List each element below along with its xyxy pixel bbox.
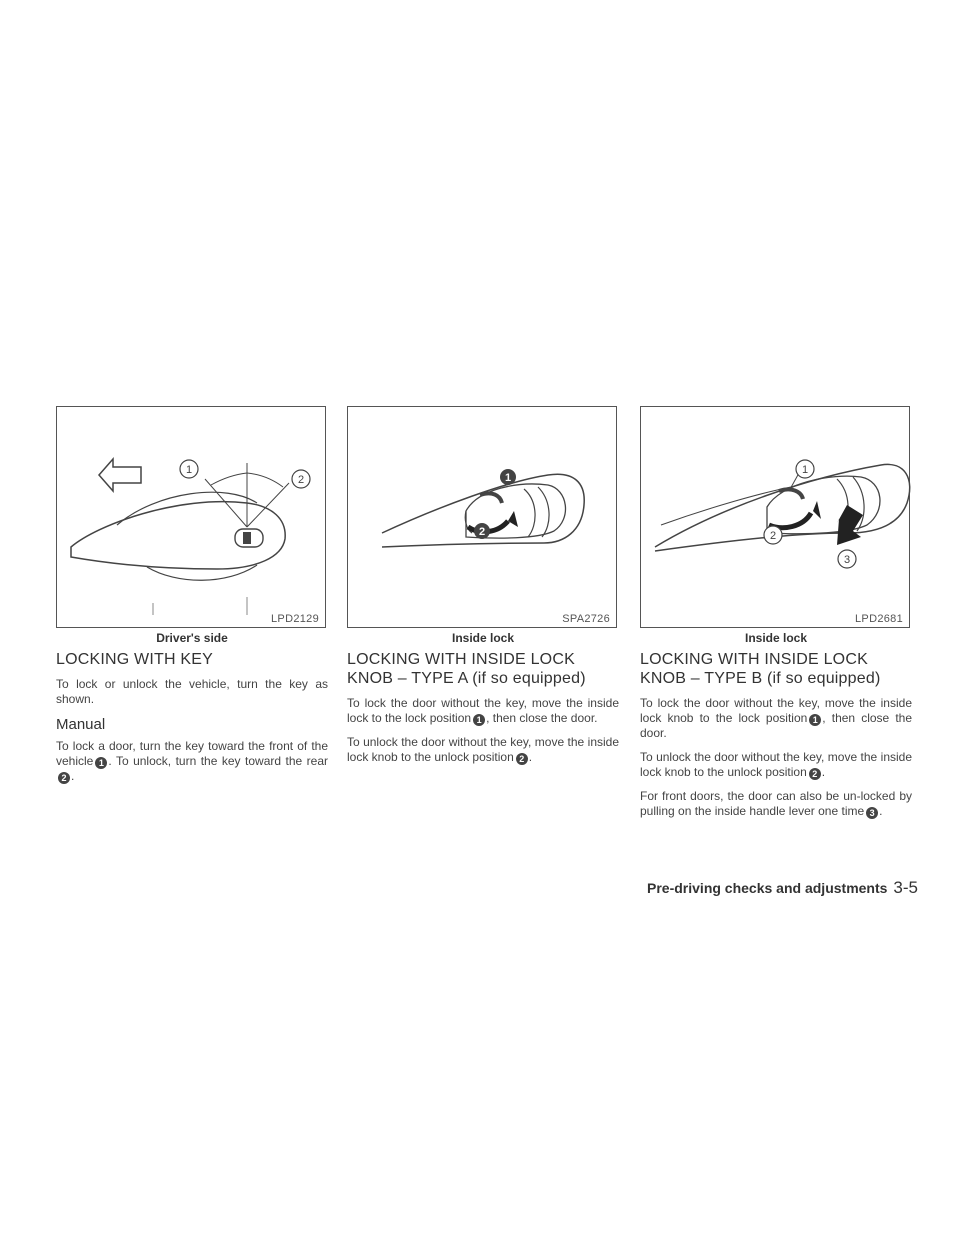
figure-code: SPA2726 — [562, 613, 610, 625]
svg-text:1: 1 — [504, 472, 512, 484]
unlock-instructions: To unlock the door without the key, move the inside lock knob to the unlock position 2 . — [640, 750, 912, 779]
figure-caption: Inside lock — [451, 631, 515, 645]
column-locking-with-key — [56, 406, 328, 793]
svg-text:1: 1 — [801, 464, 809, 476]
callout-2-icon: 2 — [809, 768, 821, 780]
figure-drivers-side — [56, 406, 326, 628]
footer-section-title: Pre-driving checks and adjustments — [647, 880, 888, 896]
lock-instructions: To lock the door without the key, move the inside lock to the lock position 1 , then close the door. — [347, 696, 619, 725]
subheading-manual: Manual — [56, 716, 106, 733]
figure-caption: Inside lock — [744, 631, 808, 645]
figure-code: LPD2681 — [855, 613, 903, 625]
inside-lock-knob-lever-illustration — [641, 407, 911, 629]
svg-text:3: 3 — [843, 554, 851, 566]
callout-3-icon: 3 — [866, 807, 878, 819]
figure-code: LPD2129 — [271, 613, 319, 625]
column-inside-lock-type-b — [640, 406, 912, 828]
callout-1-icon: 1 — [473, 714, 485, 726]
arrow-left-icon — [99, 459, 141, 491]
callout-2-icon: 2 — [516, 753, 528, 765]
section-heading: LOCKING WITH INSIDE LOCK KNOB – TYPE A (if so equipped) — [347, 651, 586, 687]
callout-1-icon: 1 — [809, 714, 821, 726]
page-footer — [647, 878, 918, 898]
intro-text: To lock or unlock the vehicle, turn the key as shown. — [56, 677, 328, 706]
figure-inside-lock-b — [640, 406, 910, 628]
lock-instructions: To lock the door without the key, move the inside lock knob to the lock position 1 , then close the door. — [640, 696, 913, 740]
svg-text:1: 1 — [185, 464, 193, 476]
section-heading: LOCKING WITH INSIDE LOCK KNOB – TYPE B (if so equipped) — [640, 651, 881, 687]
unlock-instructions: To unlock the door without the key, move the inside lock knob to the unlock position 2 . — [347, 735, 619, 764]
manual-instructions: To lock a door, turn the key toward the front of the vehicle 1 . To unlock, turn the key toward the rear2 . — [56, 739, 328, 783]
front-door-unlock-instructions: For front doors, the door can also be un-locked by pulling on the inside handle lever one time 3 . — [640, 789, 912, 818]
door-handle-key-illustration — [57, 407, 327, 629]
figure-caption: Driver's side — [156, 631, 228, 645]
svg-text:2: 2 — [478, 526, 486, 538]
inside-lock-knob-illustration — [348, 407, 618, 629]
callout-1-icon: 1 — [95, 757, 107, 769]
svg-text:2: 2 — [297, 474, 305, 486]
callout-2-icon: 2 — [58, 772, 70, 784]
section-heading: LOCKING WITH KEY — [56, 651, 213, 668]
figure-inside-lock-a — [347, 406, 617, 628]
column-inside-lock-type-a — [347, 406, 619, 774]
svg-text:2: 2 — [769, 530, 777, 542]
page-number: 3-5 — [893, 878, 918, 897]
